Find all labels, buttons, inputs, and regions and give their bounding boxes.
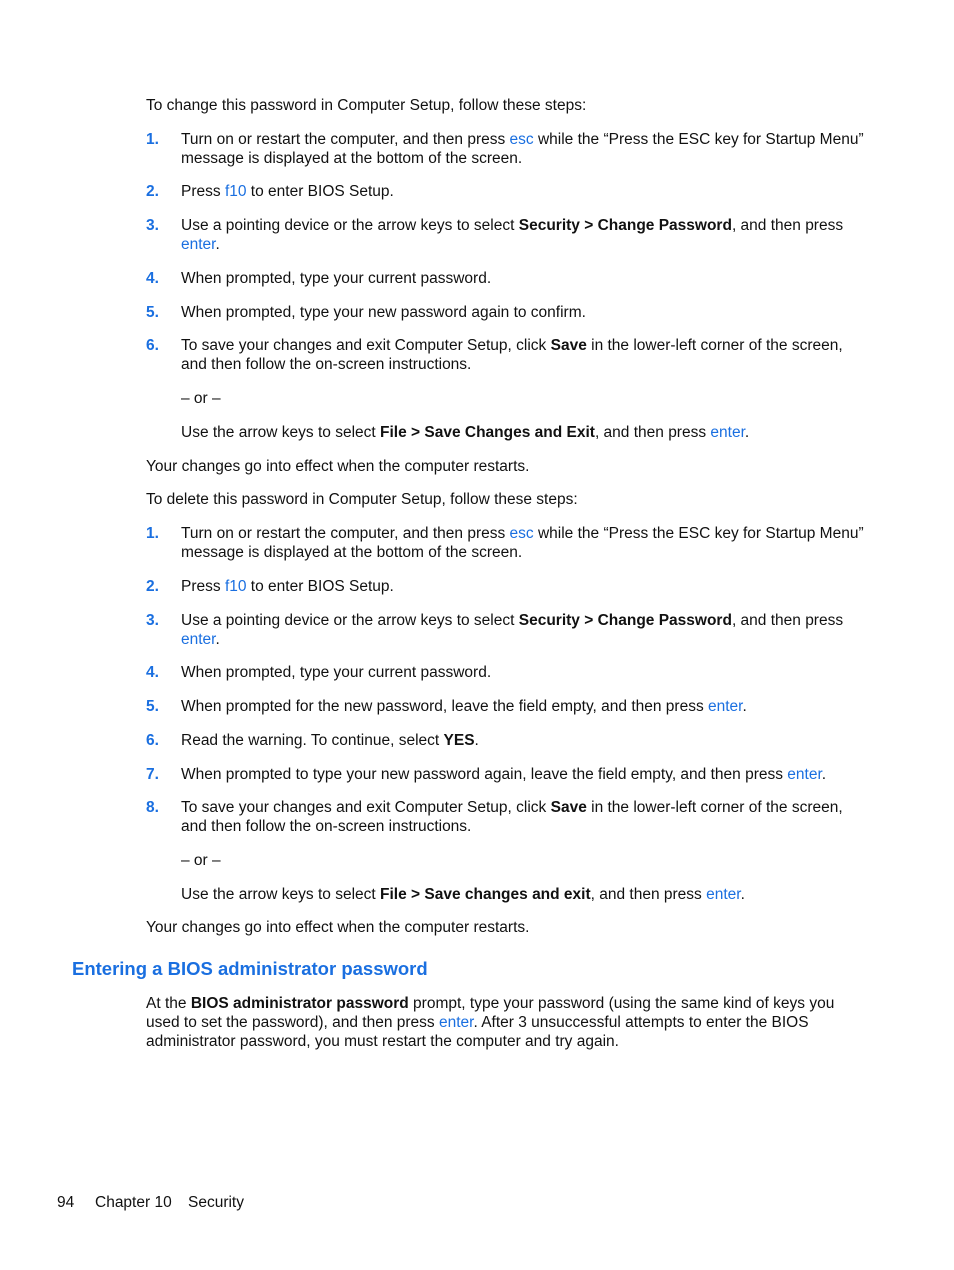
f10-key: f10 (224, 578, 247, 595)
change-step-2-text: Press f10 to enter BIOS Setup. (181, 183, 394, 200)
change-outro: Your changes go into effect when the computer restarts. (146, 458, 530, 475)
change-step-6-number: 6. (146, 337, 159, 354)
enter-key: enter (181, 236, 216, 253)
enter-key: enter (708, 698, 743, 715)
delete-step-2-text: Press f10 to enter BIOS Setup. (181, 578, 394, 595)
change-step-4-text: When prompted, type your current password. (181, 270, 492, 287)
esc-key: esc (509, 525, 534, 542)
change-step-3-number: 3. (146, 217, 159, 234)
delete-step-7-text: When prompted to type your new password again, leave the field empty, and then press enter. (181, 766, 827, 783)
delete-step-6-text: Read the warning. To continue, select YES. (181, 732, 479, 749)
delete-step-5-number: 5. (146, 698, 159, 715)
delete-step-7-number: 7. (146, 766, 159, 783)
esc-key: esc (509, 131, 534, 148)
section-heading: Entering a BIOS administrator password (72, 958, 428, 979)
delete-alt-step: Use the arrow keys to select File > Save changes and exit, and then press enter. (181, 886, 745, 903)
change-intro: To change this password in Computer Setup, follow these steps: (146, 97, 587, 114)
change-step-5-number: 5. (146, 304, 159, 321)
enter-key: enter (710, 424, 745, 441)
change-step-1-number: 1. (146, 131, 159, 148)
delete-intro: To delete this password in Computer Setup, follow these steps: (146, 491, 578, 508)
enter-key: enter (181, 631, 216, 648)
delete-step-4-number: 4. (146, 664, 159, 681)
f10-key: f10 (224, 183, 247, 200)
section-paragraph: At the BIOS administrator password prompt, type your password (using the same kind of keys you used to set the password), and then press enter. After 3 unsuccessful attempts to enter the BIOS administrator password, you must restart the computer and try again. (146, 995, 835, 1050)
delete-step-1-number: 1. (146, 525, 159, 542)
change-step-4-number: 4. (146, 270, 159, 287)
change-or-separator: – or – (181, 390, 221, 407)
delete-step-5-text: When prompted for the new password, leave the field empty, and then press enter. (181, 698, 747, 715)
delete-step-3-number: 3. (146, 612, 159, 629)
delete-step-2-number: 2. (146, 578, 159, 595)
enter-key: enter (438, 1014, 474, 1031)
delete-or-separator: – or – (181, 852, 221, 869)
delete-step-4-text: When prompted, type your current password. (181, 664, 492, 681)
change-step-1-text: Turn on or restart the computer, and then press esc while the “Press the ESC key for Startup Menu” message is displayed at the bottom of the screen. (181, 131, 864, 167)
change-step-3-text: Use a pointing device or the arrow keys to select Security > Change Password, and then press enter. (181, 217, 844, 253)
enter-key: enter (787, 766, 822, 783)
change-alt-step: Use the arrow keys to select File > Save Changes and Exit, and then press enter. (181, 424, 750, 441)
delete-step-8-text: To save your changes and exit Computer Setup, click Save in the lower-left corner of the screen, and then follow the on-screen instructions. (181, 799, 843, 835)
change-step-5-text: When prompted, type your new password again to confirm. (181, 304, 586, 321)
delete-step-6-number: 6. (146, 732, 159, 749)
delete-step-3-text: Use a pointing device or the arrow keys to select Security > Change Password, and then press enter. (181, 612, 844, 648)
delete-step-8-number: 8. (146, 799, 159, 816)
page-number: 94 (57, 1194, 75, 1211)
footer-chapter: Chapter 10 (95, 1194, 172, 1211)
delete-step-1-text: Turn on or restart the computer, and then press esc while the “Press the ESC key for Startup Menu” message is displayed at the bottom of the screen. (181, 525, 864, 561)
delete-outro: Your changes go into effect when the computer restarts. (146, 919, 530, 936)
footer-title: Security (188, 1194, 244, 1211)
change-step-2-number: 2. (146, 183, 159, 200)
change-step-6-text: To save your changes and exit Computer Setup, click Save in the lower-left corner of the screen, and then follow the on-screen instructions. (181, 337, 843, 373)
enter-key: enter (706, 886, 741, 903)
